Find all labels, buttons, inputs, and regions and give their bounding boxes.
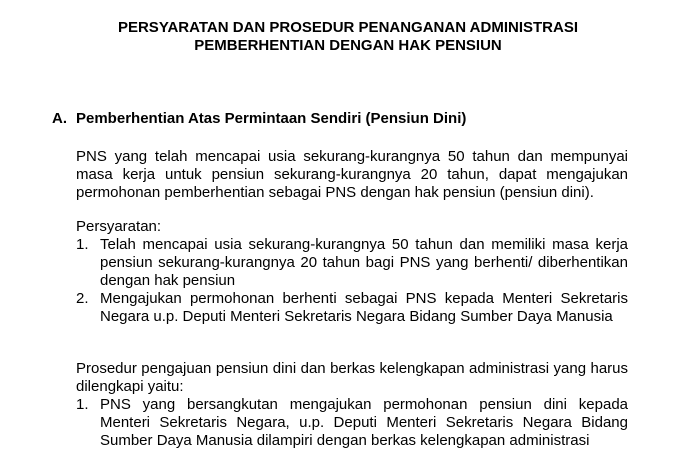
section-a-heading xyxy=(52,110,632,128)
list-number: 2. xyxy=(76,290,89,307)
procedure-label: Prosedur pengajuan pensiun dini dan berkas kelengkapan administrasi yang harus dilengkapi yaitu: xyxy=(76,360,628,395)
list-number: 1. xyxy=(76,236,89,253)
procedure-block xyxy=(76,360,628,450)
requirements-block xyxy=(76,218,628,326)
document-title xyxy=(0,19,696,55)
section-title: Pemberhentian Atas Permintaan Sendiri (Pensiun Dini) xyxy=(76,110,467,127)
document-title-line-1: PERSYARATAN DAN PROSEDUR PENANGANAN ADMINISTRASI xyxy=(117,19,579,36)
list-item-text: PNS yang bersangkutan mengajukan permohonan pensiun dini kepada Menteri Sekretaris Negara, u.p. Deputi Menteri Sekretaris Negara Bidang Sumber Daya Manusia dilampiri dengan berkas kelengkapan administrasi xyxy=(100,396,628,449)
list-item xyxy=(76,236,628,290)
list-item xyxy=(76,290,628,326)
list-item-text: Mengajukan permohonan berhenti sebagai PNS kepada Menteri Sekretaris Negara u.p. Deputi Menteri Sekretaris Negara Bidang Sumber Daya Manusia xyxy=(100,290,628,325)
requirements-label: Persyaratan: xyxy=(76,218,162,235)
document-title-line-2: PEMBERHENTIAN DENGAN HAK PENSIUN xyxy=(194,37,502,54)
intro-paragraph: PNS yang telah mencapai usia sekurang-kurangnya 50 tahun dan mempunyai masa kerja untuk pensiun sekurang-kurangnya 20 tahun, dapat mengajukan permohonan pemberhentian sebagai PNS dengan hak pensiun (pensiun dini). xyxy=(76,148,628,201)
list-item-text: Telah mencapai usia sekurang-kurangnya 50 tahun dan memiliki masa kerja pensiun sekurang-kurangnya 20 tahun bagi PNS yang berhenti/ diberhentikan dengan hak pensiun xyxy=(100,236,628,289)
list-item xyxy=(76,396,628,450)
procedure-list xyxy=(76,396,628,450)
requirements-list xyxy=(76,236,628,326)
section-letter: A. xyxy=(52,110,67,127)
list-number: 1. xyxy=(76,396,89,413)
